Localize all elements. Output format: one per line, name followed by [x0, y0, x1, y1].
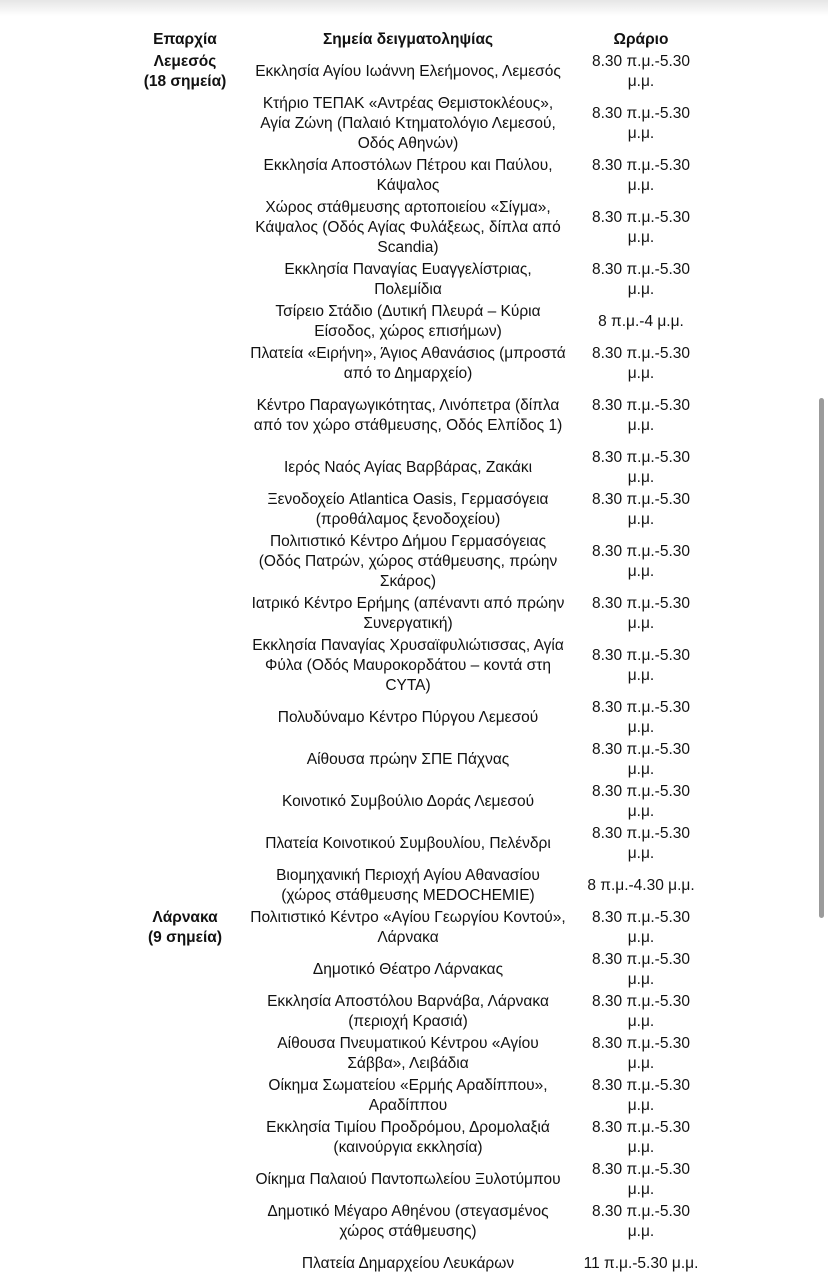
- table-row: [126, 635, 710, 697]
- header-hours: Ωράριο: [613, 31, 669, 48]
- hours-cell: 8.30 π.μ.-5.30 μ.μ.: [591, 157, 691, 194]
- region-cell: [126, 991, 244, 1033]
- site-cell: Εκκλησία Αγίου Ιωάννη Ελεήμονος, Λεμεσός: [255, 63, 561, 80]
- region-cell: Λάρνακα (9 σημεία): [148, 909, 222, 946]
- hours-cell: 8.30 π.μ.-5.30 μ.μ.: [591, 1077, 691, 1114]
- table-row: [126, 385, 710, 447]
- region-cell: [126, 1159, 244, 1201]
- table-row: [126, 949, 710, 991]
- site-cell: Δημοτικό Θέατρο Λάρνακας: [312, 961, 504, 978]
- region-cell: [126, 259, 244, 301]
- region-cell: Λεμεσός (18 σημεία): [143, 53, 227, 90]
- table-row: [126, 781, 710, 823]
- region-cell: [126, 1201, 244, 1243]
- region-cell: [126, 343, 244, 385]
- region-cell: [126, 197, 244, 259]
- table-row: [126, 531, 710, 593]
- hours-cell: 8.30 π.μ.-5.30 μ.μ.: [591, 53, 691, 90]
- region-cell: [126, 447, 244, 489]
- hours-cell: 8.30 π.μ.-5.30 μ.μ.: [591, 699, 691, 736]
- table-row: [126, 1033, 710, 1075]
- table-row: [126, 259, 710, 301]
- hours-cell: 8.30 π.μ.-5.30 μ.μ.: [591, 449, 691, 486]
- table-row: [126, 697, 710, 739]
- region-cell: [126, 93, 244, 155]
- hours-cell: 8.30 π.μ.-5.30 μ.μ.: [591, 825, 691, 862]
- table-body: [126, 51, 710, 1285]
- hours-cell: 8 π.μ.-4.30 μ.μ.: [587, 877, 695, 894]
- site-cell: Οίκημα Παλαιού Παντοπωλείου Ξυλοτύμπου: [255, 1171, 561, 1188]
- site-cell: Εκκλησία Αποστόλων Πέτρου και Παύλου, Κάψαλος: [263, 157, 553, 194]
- region-cell: [126, 155, 244, 197]
- hours-cell: 8.30 π.μ.-5.30 μ.μ.: [591, 741, 691, 778]
- site-cell: Χώρος στάθμευσης αρτοποιείου «Σίγμα», Κάψαλος (Οδός Αγίας Φυλάξεως, δίπλα από Scandia): [255, 199, 561, 256]
- table-row: [126, 51, 710, 93]
- site-cell: Πολιτιστικό Κέντρο «Αγίου Γεωργίου Κοντού», Λάρνακα: [250, 909, 566, 946]
- table-row: [126, 907, 710, 949]
- header-site: Σημεία δειγματοληψίας: [322, 31, 494, 48]
- hours-cell: 8.30 π.μ.-5.30 μ.μ.: [591, 397, 691, 434]
- table-row: [126, 343, 710, 385]
- hours-cell: 8.30 π.μ.-5.30 μ.μ.: [591, 209, 691, 246]
- region-cell: [126, 1243, 244, 1285]
- region-cell: [126, 301, 244, 343]
- region-cell: [126, 697, 244, 739]
- site-cell: Ιατρικό Κέντρο Ερήμης (απέναντι από πρώην Συνεργατική): [251, 595, 565, 632]
- region-cell: [126, 781, 244, 823]
- hours-cell: 8.30 π.μ.-5.30 μ.μ.: [591, 1203, 691, 1240]
- hours-cell: 8.30 π.μ.-5.30 μ.μ.: [591, 783, 691, 820]
- hours-cell: 8.30 π.μ.-5.30 μ.μ.: [591, 909, 691, 946]
- header-region: Επαρχία: [153, 31, 217, 48]
- site-cell: Κέντρο Παραγωγικότητας, Λινόπετρα (δίπλα από τον χώρο στάθμευσης, Οδός Ελπίδος 1): [253, 397, 563, 434]
- table-row: [126, 301, 710, 343]
- table-row: [126, 739, 710, 781]
- site-cell: Αίθουσα πρώην ΣΠΕ Πάχνας: [306, 751, 510, 768]
- region-cell: [126, 531, 244, 593]
- site-cell: Πολυδύναμο Κέντρο Πύργου Λεμεσού: [277, 709, 539, 726]
- site-cell: Εκκλησία Τιμίου Προδρόμου, Δρομολαξιά (καινούργια εκκλησία): [266, 1119, 550, 1156]
- table-row: [126, 823, 710, 865]
- region-cell: [126, 385, 244, 447]
- hours-cell: 8.30 π.μ.-5.30 μ.μ.: [591, 951, 691, 988]
- site-cell: Πολιτιστικό Κέντρο Δήμου Γερμασόγειας (Οδός Πατρών, χώρος στάθμευσης, πρώην Σκάρος): [258, 533, 558, 590]
- site-cell: Πλατεία «Ειρήνη», Άγιος Αθανάσιος (μπροστά από το Δημαρχείο): [250, 345, 566, 382]
- site-cell: Τσίρειο Στάδιο (Δυτική Πλευρά – Κύρια Είσοδος, χώρος επισήμων): [275, 303, 541, 340]
- site-cell: Αίθουσα Πνευματικού Κέντρου «Αγίου Σάββα», Λειβάδια: [277, 1035, 539, 1072]
- site-cell: Πλατεία Κοινοτικού Συμβουλίου, Πελένδρι: [265, 835, 551, 852]
- hours-cell: 8.30 π.μ.-5.30 μ.μ.: [591, 543, 691, 580]
- table-row: [126, 155, 710, 197]
- hours-cell: 8.30 π.μ.-5.30 μ.μ.: [591, 105, 691, 142]
- table-row: [126, 93, 710, 155]
- hours-cell: 8.30 π.μ.-5.30 μ.μ.: [591, 595, 691, 632]
- table-header-row: [126, 28, 710, 51]
- site-cell: Ιερός Ναός Αγίας Βαρβάρας, Ζακάκι: [283, 459, 533, 476]
- hours-cell: 8.30 π.μ.-5.30 μ.μ.: [591, 993, 691, 1030]
- scrollbar-thumb[interactable]: [819, 398, 824, 918]
- table-row: [126, 1159, 710, 1201]
- region-cell: [126, 635, 244, 697]
- hours-cell: 8.30 π.μ.-5.30 μ.μ.: [591, 345, 691, 382]
- hours-cell: 8.30 π.μ.-5.30 μ.μ.: [591, 261, 691, 298]
- region-cell: [126, 1033, 244, 1075]
- site-cell: Κοινοτικό Συμβούλιο Δοράς Λεμεσού: [281, 793, 535, 810]
- hours-cell: 8.30 π.μ.-5.30 μ.μ.: [591, 1161, 691, 1198]
- region-cell: [126, 823, 244, 865]
- table-row: [126, 1117, 710, 1159]
- hours-cell: 8.30 π.μ.-5.30 μ.μ.: [591, 1119, 691, 1156]
- site-cell: Κτήριο ΤΕΠΑΚ «Αντρέας Θεμιστοκλέους», Αγία Ζώνη (Παλαιό Κτηματολόγιο Λεμεσού, Οδός Αθηνών): [260, 95, 556, 152]
- table-row: [126, 1075, 710, 1117]
- table-row: [126, 197, 710, 259]
- region-cell: [126, 949, 244, 991]
- site-cell: Ξενοδοχείο Atlantica Oasis, Γερμασόγεια (προθάλαμος ξενοδοχείου): [267, 491, 549, 528]
- table-row: [126, 865, 710, 907]
- region-cell: [126, 739, 244, 781]
- site-cell: Οίκημα Σωματείου «Ερμής Αραδίππου», Αραδίππου: [268, 1077, 548, 1114]
- hours-cell: 8.30 π.μ.-5.30 μ.μ.: [591, 1035, 691, 1072]
- hours-cell: 11 π.μ.-5.30 μ.μ.: [583, 1254, 699, 1272]
- site-cell: Δημοτικό Μέγαρο Αθηένου (στεγασμένος χώρος στάθμευσης): [267, 1203, 549, 1240]
- site-cell: Εκκλησία Παναγίας Χρυσαϊφυλιώτισσας, Αγία Φύλα (Οδός Μαυροκορδάτου – κοντά στη CYTA): [252, 637, 564, 694]
- table-row: [126, 991, 710, 1033]
- sampling-points-table: [126, 28, 710, 1285]
- table-row: [126, 593, 710, 635]
- hours-cell: 8.30 π.μ.-5.30 μ.μ.: [591, 647, 691, 684]
- top-edge-shadow: [0, 0, 828, 16]
- region-cell: [126, 1117, 244, 1159]
- site-cell: Εκκλησία Αποστόλου Βαρνάβα, Λάρνακα (περιοχή Κρασιά): [267, 993, 549, 1030]
- table-row: [126, 1201, 710, 1243]
- hours-cell: 8.30 π.μ.-5.30 μ.μ.: [591, 491, 691, 528]
- hours-cell: 8 π.μ.-4 μ.μ.: [598, 313, 684, 330]
- region-cell: [126, 865, 244, 907]
- region-cell: [126, 489, 244, 531]
- table-row: [126, 1243, 710, 1285]
- site-cell: Βιομηχανική Περιοχή Αγίου Αθανασίου (χώρος στάθμευσης MEDOCHEMIE): [276, 867, 540, 904]
- region-cell: [126, 1075, 244, 1117]
- region-cell: [126, 593, 244, 635]
- table-row: [126, 489, 710, 531]
- table-row: [126, 447, 710, 489]
- site-cell: Εκκλησία Παναγίας Ευαγγελίστριας, Πολεμίδια: [284, 261, 532, 298]
- site-cell: Πλατεία Δημαρχείου Λευκάρων: [301, 1254, 515, 1272]
